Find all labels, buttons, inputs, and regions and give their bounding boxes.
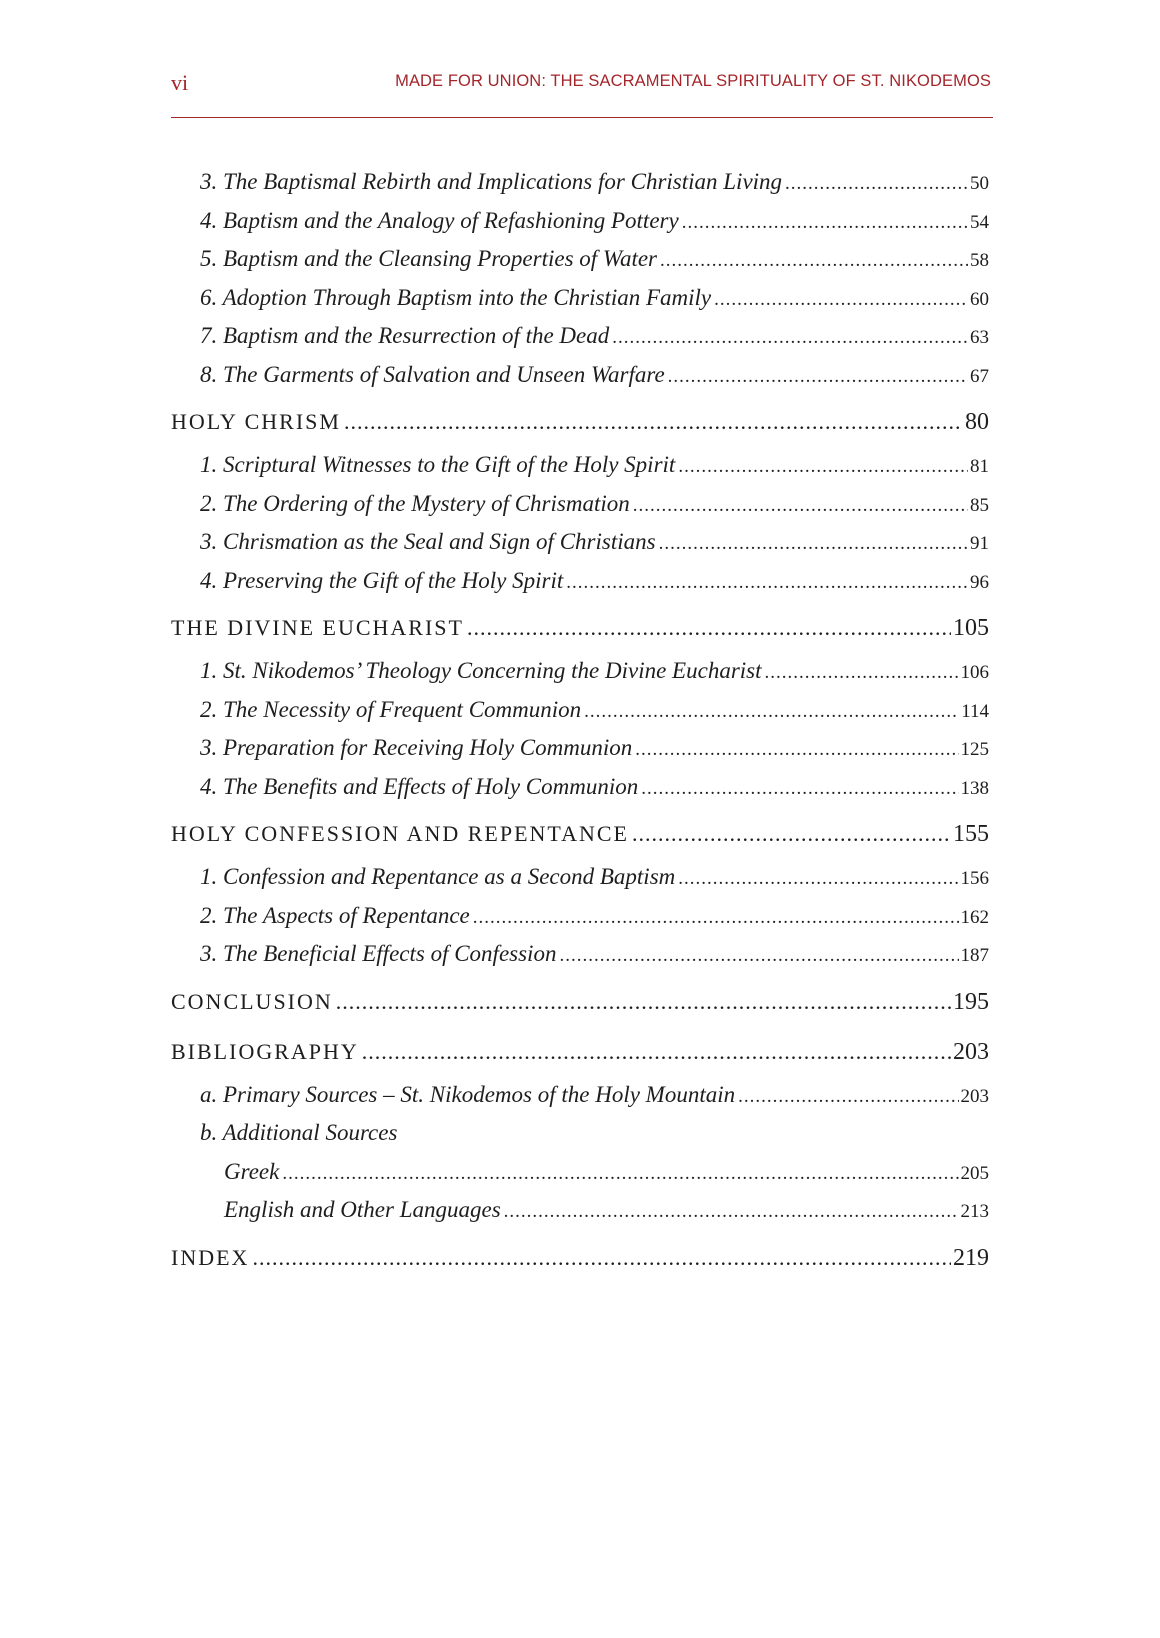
dot-leader — [765, 654, 959, 691]
toc-entry-label: 4. Baptism and the Analogy of Refashioning Pottery — [200, 207, 679, 233]
dot-leader — [660, 242, 968, 279]
toc-entry-label: 1. St. Nikodemos’ Theology Concerning the Divine Eucharist — [200, 658, 762, 683]
toc-chapter-holy-chrism[interactable] — [171, 400, 989, 444]
toc-entry[interactable] — [171, 317, 989, 356]
toc-page-number: 138 — [960, 777, 989, 799]
toc-page-number: 91 — [970, 533, 989, 554]
dot-leader — [252, 1236, 951, 1280]
toc-page-number: 155 — [953, 821, 989, 847]
toc-page-number: 85 — [970, 494, 989, 516]
toc-entry-label: 1. Confession and Repentance as a Second Baptism — [200, 864, 676, 889]
toc-entry-label: English and Other Languages — [224, 1197, 501, 1222]
toc-page-number: 60 — [970, 288, 989, 310]
toc-entry[interactable] — [171, 356, 989, 395]
dot-leader — [714, 281, 968, 318]
toc-page-number: 106 — [960, 662, 989, 683]
toc-entry-label: 4. The Benefits and Effects of Holy Communion — [200, 773, 639, 799]
toc-entry[interactable] — [171, 897, 989, 936]
toc-entry-label: 3. The Beneficial Effects of Confession — [200, 941, 557, 966]
running-head — [171, 70, 991, 98]
toc-entry-label: 1. Scriptural Witnesses to the Gift of the Holy Spirit — [200, 452, 676, 477]
dot-leader — [659, 525, 968, 562]
toc-page-number: 213 — [960, 1201, 989, 1222]
dot-leader — [282, 1155, 958, 1192]
toc-entry[interactable] — [171, 858, 989, 897]
toc-page-number: 203 — [960, 1085, 989, 1107]
dot-leader — [344, 400, 963, 444]
toc-entry[interactable] — [171, 279, 989, 318]
toc-entry-label: 5. Baptism and the Cleansing Properties of Water — [200, 246, 658, 271]
toc-entry[interactable] — [171, 1153, 989, 1192]
toc-entry-label: 7. Baptism and the Resurrection of the Dead — [200, 323, 610, 348]
toc-entry-label: 4. Preserving the Gift of the Holy Spirit — [200, 567, 564, 593]
toc-entry-label: 2. The Necessity of Frequent Communion — [200, 696, 582, 722]
toc-page-number: 203 — [953, 1038, 989, 1065]
toc-entry-label: Greek — [224, 1158, 280, 1184]
toc-entry[interactable] — [171, 768, 989, 807]
dot-leader — [612, 319, 968, 356]
toc-page-number: 195 — [953, 988, 989, 1015]
toc-entry[interactable] — [171, 240, 989, 279]
header-rule — [171, 117, 993, 118]
running-head-title: MADE FOR UNION: THE SACRAMENTAL SPIRITUALITY OF ST. NIKODEMOS — [395, 72, 991, 90]
toc-page-number: 162 — [960, 906, 989, 928]
toc-entry[interactable] — [171, 691, 989, 730]
toc-entry[interactable] — [171, 729, 989, 768]
dot-leader — [362, 1030, 951, 1074]
toc-page-number: 156 — [960, 868, 989, 889]
toc-page-number: 96 — [970, 571, 989, 593]
toc-entry-label: a. Primary Sources – St. Nikodemos of the Holy Mountain — [200, 1081, 736, 1107]
toc-entry-label: 3. Chrismation as the Seal and Sign of Christians — [200, 529, 656, 554]
dot-leader — [641, 770, 958, 807]
dot-leader — [473, 899, 959, 936]
toc-page-number: 63 — [970, 327, 989, 348]
toc-entry[interactable] — [171, 446, 989, 485]
toc-chapter-conclusion[interactable] — [171, 980, 989, 1024]
toc-page-number: 54 — [970, 211, 989, 233]
dot-leader — [633, 487, 968, 524]
dot-leader — [467, 606, 951, 650]
toc-entry[interactable] — [171, 1076, 989, 1115]
toc-page-number: 187 — [960, 945, 989, 966]
toc-entry-label: 6. Adoption Through Baptism into the Christian Family — [200, 284, 712, 310]
toc-chapter-label: BIBLIOGRAPHY — [171, 1038, 359, 1064]
toc-entry-label: 8. The Garments of Salvation and Unseen Warfare — [200, 361, 665, 387]
dot-leader — [738, 1078, 958, 1115]
toc-page-number: 205 — [960, 1162, 989, 1184]
toc-entry-label: 2. The Aspects of Repentance — [200, 902, 470, 928]
toc-entry[interactable] — [171, 562, 989, 601]
dot-leader — [566, 564, 968, 601]
page-folio: vi — [171, 70, 189, 95]
toc-page-number: 81 — [970, 456, 989, 477]
toc-chapter-divine-eucharist[interactable] — [171, 606, 989, 650]
dot-leader — [678, 860, 958, 897]
toc-page-number: 125 — [960, 739, 989, 760]
toc-entry-label: 2. The Ordering of the Mystery of Chrismation — [200, 490, 630, 516]
toc-entry[interactable] — [171, 1191, 989, 1230]
toc-page-number: 50 — [970, 173, 989, 194]
toc-page-number: 67 — [970, 365, 989, 387]
toc-chapter-holy-confession[interactable] — [171, 812, 989, 856]
toc-entry-label: b. Additional Sources — [200, 1120, 398, 1145]
toc-entry[interactable] — [171, 202, 989, 241]
toc-page-number: 58 — [970, 250, 989, 271]
toc-chapter-label: THE DIVINE EUCHARIST — [171, 615, 464, 640]
toc-page-number: 114 — [961, 700, 989, 722]
dot-leader — [584, 693, 959, 730]
toc-entry[interactable] — [171, 485, 989, 524]
toc-page-number: 219 — [953, 1244, 989, 1271]
toc-entry[interactable] — [171, 163, 989, 202]
dot-leader — [336, 980, 951, 1024]
toc-entry-label: 3. The Baptismal Rebirth and Implications for Christian Living — [200, 169, 783, 194]
toc-page-number: 80 — [965, 409, 989, 435]
toc-entry[interactable] — [171, 935, 989, 974]
toc-entry[interactable] — [171, 652, 989, 691]
toc-chapter-bibliography[interactable] — [171, 1030, 989, 1074]
dot-leader — [678, 448, 968, 485]
dot-leader — [668, 358, 968, 395]
toc-chapter-label: HOLY CHRISM — [171, 409, 341, 434]
toc-chapter-index[interactable] — [171, 1236, 989, 1280]
toc-chapter-label: INDEX — [171, 1244, 250, 1270]
dot-leader — [682, 204, 968, 241]
dot-leader — [785, 165, 968, 202]
dot-leader — [559, 937, 958, 974]
toc-chapter-label: HOLY CONFESSION AND REPENTANCE — [171, 821, 629, 846]
table-of-contents — [171, 163, 989, 1282]
dot-leader — [632, 812, 951, 856]
dot-leader — [504, 1193, 959, 1230]
toc-entry[interactable] — [171, 523, 989, 562]
dot-leader — [635, 731, 958, 768]
toc-entry-label: 3. Preparation for Receiving Holy Communion — [200, 735, 633, 760]
toc-page-number: 105 — [953, 615, 989, 641]
toc-entry[interactable] — [171, 1114, 989, 1153]
toc-chapter-label: CONCLUSION — [171, 988, 333, 1014]
